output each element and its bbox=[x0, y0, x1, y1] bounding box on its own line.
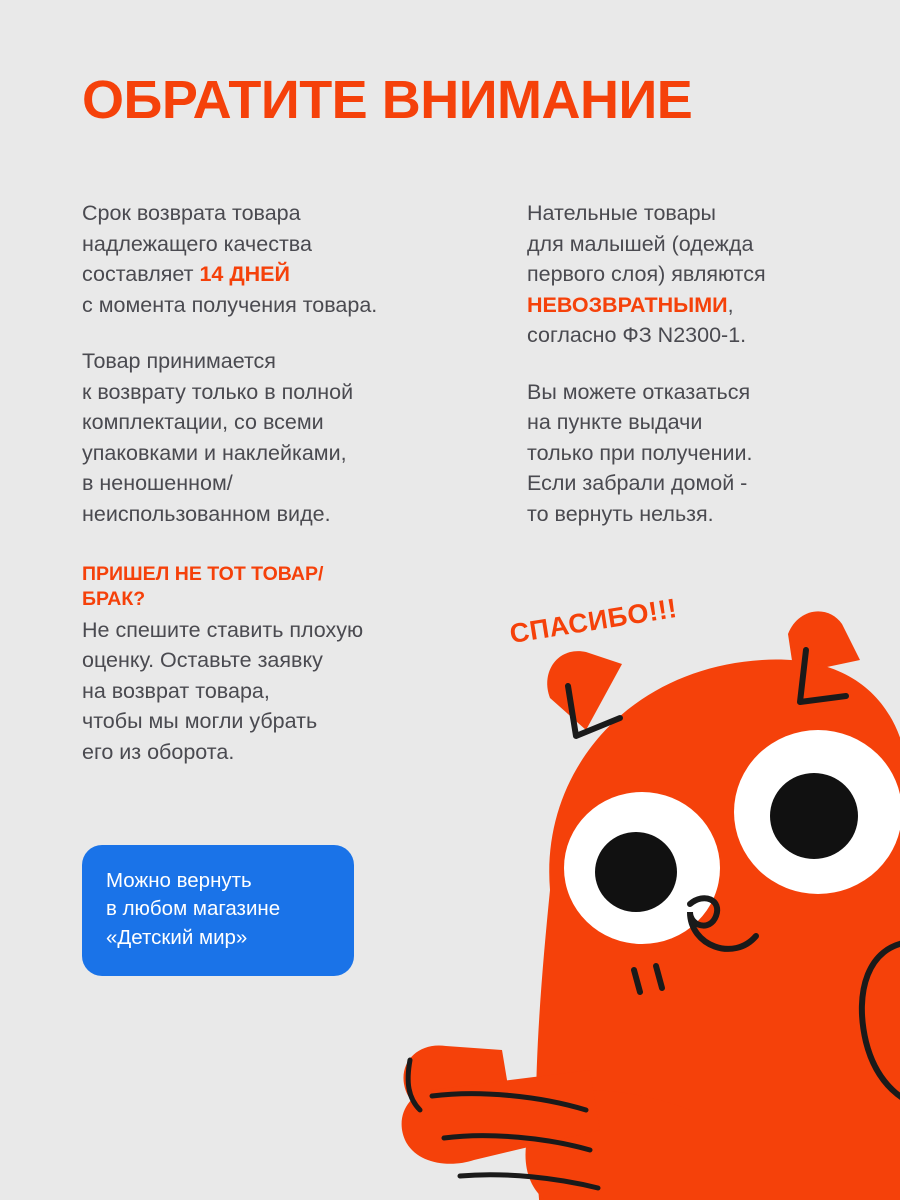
defect-body-line-4: чтобы мы могли убрать bbox=[82, 709, 318, 734]
non-returnable-paragraph bbox=[527, 198, 857, 351]
pickup-refusal-line-4: Если забрали домой - bbox=[527, 471, 748, 496]
thanks-label: СПАСИБО!!! bbox=[507, 592, 680, 650]
return-period-paragraph bbox=[82, 198, 472, 320]
defect-body-line-2: оценку. Оставьте заявку bbox=[82, 648, 323, 673]
badge-line-3: «Детский мир» bbox=[106, 925, 248, 949]
pickup-refusal-line-1: Вы можете отказаться bbox=[527, 379, 751, 404]
return-period-line-1: Срок возврата товара bbox=[82, 201, 301, 225]
non-returnable-comma: , bbox=[727, 292, 734, 317]
return-period-line-2: надлежащего качества bbox=[82, 231, 312, 256]
return-condition-line-2: к возврату только в полной bbox=[82, 379, 354, 404]
page-title: ОБРАТИТЕ ВНИМАНИЕ bbox=[82, 70, 693, 130]
return-condition-line-4: упаковками и наклейками, bbox=[82, 440, 347, 465]
non-returnable-line-2: для малышей (одежда bbox=[527, 231, 754, 256]
return-condition-line-3: комплектации, со всеми bbox=[82, 410, 324, 435]
non-returnable-line-1: Нательные товары bbox=[527, 201, 716, 225]
pickup-refusal-paragraph bbox=[527, 377, 857, 530]
return-condition-line-1: Товар принимается bbox=[82, 349, 276, 374]
pickup-refusal-line-3: только при получении. bbox=[527, 440, 753, 465]
defect-heading-line-2: БРАК? bbox=[82, 587, 146, 610]
orange-cat-thumbs-up-mascot-icon bbox=[390, 590, 900, 1200]
non-returnable-line-3: первого слоя) являются bbox=[527, 262, 766, 287]
pickup-refusal-line-2: на пункте выдачи bbox=[527, 410, 703, 435]
return-condition-paragraph bbox=[82, 346, 472, 529]
return-period-line-3-prefix: составляет bbox=[82, 262, 200, 287]
left-text-column bbox=[82, 198, 472, 529]
return-period-line-4: с момента получения товара. bbox=[82, 292, 378, 317]
right-text-column bbox=[527, 198, 857, 529]
non-returnable-highlight: НЕВОЗВРАТНЫМИ bbox=[527, 292, 728, 317]
badge-line-2: в любом магазине bbox=[106, 897, 281, 921]
return-condition-line-6: неиспользованном виде. bbox=[82, 501, 331, 526]
defect-body-line-1: Не спешите ставить плохую bbox=[82, 617, 364, 642]
non-returnable-law-reference: согласно ФЗ N2300-1. bbox=[527, 323, 747, 348]
defect-body-line-3: на возврат товара, bbox=[82, 678, 270, 703]
pickup-refusal-line-5: то вернуть нельзя. bbox=[527, 501, 714, 526]
return-condition-line-5: в неношенном/ bbox=[82, 471, 233, 496]
defect-body-line-5: его из оборота. bbox=[82, 739, 235, 764]
return-period-days-highlight: 14 ДНЕЙ bbox=[199, 262, 290, 287]
defect-heading-line-1: ПРИШЕЛ НЕ ТОТ ТОВАР/ bbox=[82, 563, 324, 585]
badge-line-1: Можно вернуть bbox=[106, 869, 252, 892]
store-return-badge bbox=[82, 845, 354, 976]
